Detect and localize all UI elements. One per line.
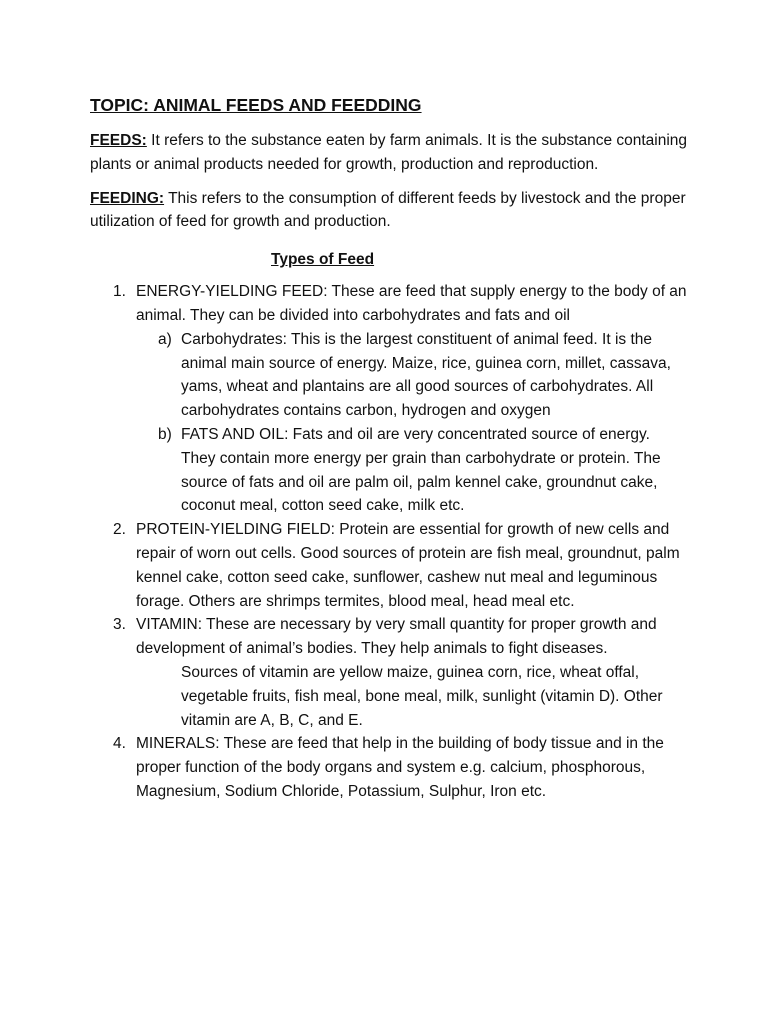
feeding-text: This refers to the consumption of different feeds by livestock and the proper utilization of feed for growth and production. bbox=[90, 189, 686, 231]
vitamin-sources-text: Sources of vitamin are yellow maize, guinea corn, rice, wheat offal, vegetable fruits, fish meal, bone meal, milk, sunlight (vitamin D). Other vitamin are A, B, C, and E. bbox=[181, 663, 663, 729]
list-item-text: VITAMIN: These are necessary by very small quantity for proper growth and development of animal’s bodies. They help animals to fight diseases. bbox=[136, 616, 657, 658]
sublist-item-carbohydrates bbox=[136, 328, 688, 423]
types-of-feed-heading: Types of Feed bbox=[271, 251, 375, 269]
feeds-text: It refers to the substance eaten by farm animals. It is the substance containing plants or animal products needed for growth, production and reproduction. bbox=[90, 132, 688, 173]
list-item-number: 3. bbox=[113, 616, 126, 634]
list-item-text: PROTEIN-YIELDING FIELD: Protein are essential for growth of new cells and repair of worn out cells. Good sources of protein are fish meal, groundnut, palm kennel cake, cotton seed cake, sunflower, cashew nut meal and leguminous forage. Others are shrimps termites, blood meal, head meal etc. bbox=[136, 521, 680, 610]
list-item-protein bbox=[90, 518, 688, 613]
list-item-number: 4. bbox=[113, 735, 126, 753]
feeding-definition bbox=[90, 187, 688, 235]
list-item-energy bbox=[90, 280, 688, 518]
feed-types-list bbox=[90, 280, 688, 804]
list-item-minerals bbox=[90, 732, 688, 803]
sublist-item-marker: b) bbox=[158, 425, 172, 443]
sublist-item-text: Carbohydrates: This is the largest constituent of animal feed. It is the animal main source of energy. Maize, rice, guinea corn, millet, cassava, yams, wheat and plantains are all good sources of carbohydrates. All carbohydrates contains carbon, hydrogen and oxygen bbox=[181, 330, 671, 420]
list-item-number: 1. bbox=[113, 283, 126, 301]
list-item-number: 2. bbox=[113, 521, 126, 539]
feeding-term: FEEDING: bbox=[90, 189, 165, 207]
page-title: TOPIC: ANIMAL FEEDS AND FEEDDING bbox=[90, 95, 422, 115]
sublist-item-fats-and-oil bbox=[136, 423, 688, 518]
feeds-definition bbox=[90, 129, 688, 177]
list-item-vitamin bbox=[90, 613, 688, 732]
feeds-term: FEEDS: bbox=[90, 132, 147, 149]
energy-sublist bbox=[136, 328, 688, 518]
list-item-text: ENERGY-YIELDING FEED: These are feed that supply energy to the body of an animal. They can be divided into carbohydrates and fats and oil bbox=[136, 283, 687, 324]
sublist-item-text: FATS AND OIL: Fats and oil are very concentrated source of energy. They contain more energy per grain than carbohydrate or protein. The source of fats and oil are palm oil, palm kennel cake, groundnut cake, coconut meal, cotton seed cake, milk etc. bbox=[181, 425, 661, 515]
sublist-item-marker: a) bbox=[158, 330, 172, 348]
list-item-text: MINERALS: These are feed that help in the building of body tissue and in the proper function of the body organs and system e.g. calcium, phosphorous, Magnesium, Sodium Chloride, Potassium, Sulphur, Iron etc. bbox=[136, 735, 664, 800]
